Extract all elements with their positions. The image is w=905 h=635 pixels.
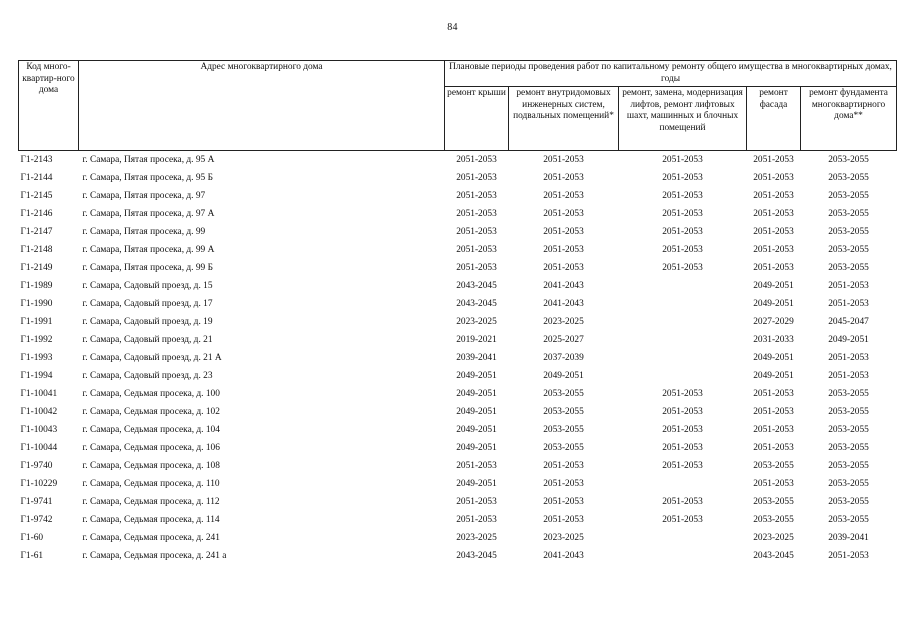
cell-facade: 2027-2029 [753, 317, 794, 328]
cell-address: г. Самара, Седьмая просека, д. 114 [82, 515, 220, 526]
cell-foundation: 2053-2055 [828, 425, 869, 436]
cell-code: Г1-2143 [20, 155, 53, 166]
cell-engineering: 2051-2053 [543, 245, 584, 256]
cell-code: Г1-9741 [20, 497, 53, 508]
header-code: Код много-квартир-ного дома [19, 61, 79, 151]
cell-facade: 2049-2051 [753, 281, 794, 292]
table-row [19, 476, 897, 494]
cell-code: Г1-1993 [20, 353, 53, 364]
header-elevators: ремонт, замена, модернизация лифтов, ремонт лифтовых шахт, машинных и блочных помещений [619, 87, 747, 151]
table-row [19, 404, 897, 422]
cell-roof: 2049-2051 [456, 371, 497, 382]
header-foundation: ремонт фундамента многоквартирного дома** [801, 87, 897, 151]
cell-facade: 2053-2055 [753, 515, 794, 526]
cell-engineering: 2037-2039 [543, 353, 584, 364]
cell-code: Г1-9742 [20, 515, 53, 526]
cell-foundation: 2053-2055 [828, 191, 869, 202]
cell-roof: 2019-2021 [456, 335, 497, 346]
cell-code: Г1-1992 [20, 335, 53, 346]
cell-roof: 2051-2053 [456, 209, 497, 220]
page-number: 84 [447, 22, 458, 33]
capital-repair-schedule-table [18, 60, 897, 566]
cell-elevators: 2051-2053 [662, 209, 703, 220]
cell-address: г. Самара, Садовый проезд, д. 21 [82, 335, 213, 346]
cell-engineering: 2051-2053 [543, 155, 584, 166]
cell-code: Г1-1994 [20, 371, 53, 382]
cell-roof: 2023-2025 [456, 533, 497, 544]
table-row [19, 332, 897, 350]
cell-facade: 2049-2051 [753, 371, 794, 382]
cell-elevators [619, 350, 747, 368]
cell-address: г. Самара, Пятая просека, д. 99 А [82, 245, 215, 256]
table-row [19, 278, 897, 296]
cell-facade: 2053-2055 [753, 461, 794, 472]
cell-foundation: 2053-2055 [828, 479, 869, 490]
cell-facade: 2053-2055 [753, 497, 794, 508]
cell-code: Г1-10044 [20, 443, 58, 454]
cell-foundation: 2051-2053 [828, 281, 869, 292]
cell-code: Г1-1990 [20, 299, 53, 310]
cell-foundation: 2053-2055 [828, 227, 869, 238]
cell-engineering: 2023-2025 [543, 533, 584, 544]
cell-engineering: 2053-2055 [543, 443, 584, 454]
cell-address: г. Самара, Пятая просека, д. 97 А [82, 209, 215, 220]
cell-foundation: 2051-2053 [828, 371, 869, 382]
cell-address: г. Самара, Седьмая просека, д. 104 [82, 425, 220, 436]
cell-facade: 2051-2053 [753, 245, 794, 256]
cell-roof: 2049-2051 [456, 407, 497, 418]
cell-foundation: 2053-2055 [828, 173, 869, 184]
cell-foundation: 2051-2053 [828, 353, 869, 364]
cell-roof: 2051-2053 [456, 227, 497, 238]
cell-address: г. Самара, Пятая просека, д. 99 Б [82, 263, 213, 274]
table-row [19, 296, 897, 314]
cell-facade: 2023-2025 [753, 533, 794, 544]
cell-engineering: 2041-2043 [543, 551, 584, 562]
cell-elevators: 2051-2053 [662, 173, 703, 184]
cell-engineering: 2041-2043 [543, 281, 584, 292]
cell-address: г. Самара, Садовый проезд, д. 19 [82, 317, 213, 328]
cell-roof: 2043-2045 [456, 281, 497, 292]
cell-elevators [619, 368, 747, 386]
table-row [19, 260, 897, 278]
cell-address: г. Самара, Пятая просека, д. 95 Б [82, 173, 213, 184]
table-row [19, 206, 897, 224]
cell-address: г. Самара, Седьмая просека, д. 108 [82, 461, 220, 472]
cell-foundation: 2039-2041 [828, 533, 869, 544]
cell-facade: 2043-2045 [753, 551, 794, 562]
header-facade: ремонт фасада [747, 87, 801, 151]
table-row [19, 350, 897, 368]
cell-elevators: 2051-2053 [662, 227, 703, 238]
cell-elevators: 2051-2053 [662, 191, 703, 202]
cell-facade: 2051-2053 [753, 263, 794, 274]
cell-facade: 2051-2053 [753, 155, 794, 166]
cell-roof: 2043-2045 [456, 551, 497, 562]
cell-engineering: 2051-2053 [543, 461, 584, 472]
cell-roof: 2051-2053 [456, 155, 497, 166]
header-periods-group: Плановые периоды проведения работ по капитальному ремонту общего имущества в многоквартирных домах, годы [445, 61, 897, 87]
cell-facade: 2051-2053 [753, 479, 794, 490]
header-address: Адрес многоквартирного дома [79, 61, 445, 151]
cell-engineering: 2051-2053 [543, 209, 584, 220]
cell-engineering: 2025-2027 [543, 335, 584, 346]
table-body [19, 151, 897, 567]
cell-elevators: 2051-2053 [662, 389, 703, 400]
cell-foundation: 2053-2055 [828, 263, 869, 274]
cell-engineering: 2051-2053 [543, 497, 584, 508]
header-engineering: ремонт внутридомовых инженерных систем, подвальных помещений* [509, 87, 619, 151]
cell-foundation: 2053-2055 [828, 443, 869, 454]
cell-elevators [619, 314, 747, 332]
cell-roof: 2049-2051 [456, 425, 497, 436]
cell-code: Г1-10229 [20, 479, 58, 490]
cell-facade: 2031-2033 [753, 335, 794, 346]
cell-facade: 2051-2053 [753, 173, 794, 184]
cell-engineering: 2051-2053 [543, 515, 584, 526]
cell-elevators [619, 278, 747, 296]
cell-code: Г1-10042 [20, 407, 58, 418]
cell-code: Г1-2146 [20, 209, 53, 220]
cell-address: г. Самара, Седьмая просека, д. 112 [82, 497, 220, 508]
cell-foundation: 2053-2055 [828, 209, 869, 220]
cell-engineering: 2053-2055 [543, 407, 584, 418]
cell-roof: 2051-2053 [456, 497, 497, 508]
cell-roof: 2043-2045 [456, 299, 497, 310]
cell-address: г. Самара, Седьмая просека, д. 102 [82, 407, 220, 418]
cell-elevators: 2051-2053 [662, 263, 703, 274]
cell-foundation: 2053-2055 [828, 155, 869, 166]
cell-code: Г1-2144 [20, 173, 53, 184]
cell-facade: 2051-2053 [753, 227, 794, 238]
cell-elevators: 2051-2053 [662, 407, 703, 418]
cell-elevators [619, 530, 747, 548]
cell-roof: 2051-2053 [456, 245, 497, 256]
cell-engineering: 2049-2051 [543, 371, 584, 382]
table-row [19, 422, 897, 440]
table-row [19, 386, 897, 404]
cell-code: Г1-1989 [20, 281, 53, 292]
cell-elevators: 2051-2053 [662, 461, 703, 472]
cell-foundation: 2053-2055 [828, 407, 869, 418]
cell-address: г. Самара, Седьмая просека, д. 241 [82, 533, 220, 544]
cell-elevators [619, 332, 747, 350]
cell-roof: 2049-2051 [456, 479, 497, 490]
cell-roof: 2039-2041 [456, 353, 497, 364]
table-row [19, 440, 897, 458]
cell-code: Г1-2145 [20, 191, 53, 202]
cell-facade: 2051-2053 [753, 191, 794, 202]
table-row [19, 151, 897, 171]
cell-roof: 2051-2053 [456, 173, 497, 184]
cell-facade: 2049-2051 [753, 299, 794, 310]
cell-foundation: 2053-2055 [828, 497, 869, 508]
cell-elevators: 2051-2053 [662, 155, 703, 166]
cell-facade: 2051-2053 [753, 389, 794, 400]
cell-elevators: 2051-2053 [662, 515, 703, 526]
cell-engineering: 2041-2043 [543, 299, 584, 310]
cell-address: г. Самара, Садовый проезд, д. 15 [82, 281, 213, 292]
cell-foundation: 2053-2055 [828, 245, 869, 256]
cell-foundation: 2045-2047 [828, 317, 869, 328]
cell-roof: 2049-2051 [456, 443, 497, 454]
cell-facade: 2051-2053 [753, 443, 794, 454]
table-row [19, 458, 897, 476]
cell-roof: 2049-2051 [456, 389, 497, 400]
header-roof: ремонт крыши [445, 87, 509, 151]
cell-code: Г1-61 [20, 551, 44, 562]
cell-address: г. Самара, Седьмая просека, д. 110 [82, 479, 220, 490]
table-row [19, 368, 897, 386]
cell-address: г. Самара, Седьмая просека, д. 100 [82, 389, 220, 400]
table-row [19, 494, 897, 512]
cell-code: Г1-10041 [20, 389, 58, 400]
cell-facade: 2051-2053 [753, 425, 794, 436]
cell-facade: 2049-2051 [753, 353, 794, 364]
cell-elevators [619, 548, 747, 566]
cell-engineering: 2051-2053 [543, 227, 584, 238]
table-row [19, 512, 897, 530]
table-row [19, 530, 897, 548]
cell-elevators: 2051-2053 [662, 497, 703, 508]
cell-elevators: 2051-2053 [662, 245, 703, 256]
cell-facade: 2051-2053 [753, 407, 794, 418]
cell-code: Г1-60 [20, 533, 44, 544]
cell-engineering: 2051-2053 [543, 479, 584, 490]
cell-address: г. Самара, Садовый проезд, д. 23 [82, 371, 213, 382]
cell-foundation: 2051-2053 [828, 299, 869, 310]
cell-foundation: 2049-2051 [828, 335, 869, 346]
cell-roof: 2051-2053 [456, 461, 497, 472]
cell-engineering: 2051-2053 [543, 173, 584, 184]
cell-roof: 2023-2025 [456, 317, 497, 328]
cell-address: г. Самара, Седьмая просека, д. 106 [82, 443, 220, 454]
table-row [19, 548, 897, 566]
cell-address: г. Самара, Садовый проезд, д. 17 [82, 299, 213, 310]
cell-engineering: 2053-2055 [543, 389, 584, 400]
cell-roof: 2051-2053 [456, 191, 497, 202]
table-row [19, 188, 897, 206]
cell-elevators: 2051-2053 [662, 443, 703, 454]
cell-code: Г1-9740 [20, 461, 53, 472]
cell-elevators [619, 296, 747, 314]
cell-facade: 2051-2053 [753, 209, 794, 220]
cell-code: Г1-10043 [20, 425, 58, 436]
cell-code: Г1-2147 [20, 227, 53, 238]
cell-engineering: 2053-2055 [543, 425, 584, 436]
table-row [19, 170, 897, 188]
cell-elevators: 2051-2053 [662, 425, 703, 436]
cell-roof: 2051-2053 [456, 263, 497, 274]
cell-code: Г1-1991 [20, 317, 53, 328]
cell-elevators [619, 476, 747, 494]
cell-foundation: 2051-2053 [828, 551, 869, 562]
cell-engineering: 2051-2053 [543, 263, 584, 274]
cell-foundation: 2053-2055 [828, 389, 869, 400]
cell-foundation: 2053-2055 [828, 515, 869, 526]
table-row [19, 314, 897, 332]
cell-code: Г1-2148 [20, 245, 53, 256]
cell-address: г. Самара, Седьмая просека, д. 241 а [82, 551, 227, 562]
cell-address: г. Самара, Пятая просека, д. 95 А [82, 155, 215, 166]
cell-address: г. Самара, Садовый проезд, д. 21 А [82, 353, 222, 364]
cell-engineering: 2023-2025 [543, 317, 584, 328]
table-row [19, 224, 897, 242]
table-row [19, 242, 897, 260]
cell-address: г. Самара, Пятая просека, д. 97 [82, 191, 206, 202]
cell-code: Г1-2149 [20, 263, 53, 274]
cell-address: г. Самара, Пятая просека, д. 99 [82, 227, 206, 238]
cell-engineering: 2051-2053 [543, 191, 584, 202]
cell-roof: 2051-2053 [456, 515, 497, 526]
cell-foundation: 2053-2055 [828, 461, 869, 472]
